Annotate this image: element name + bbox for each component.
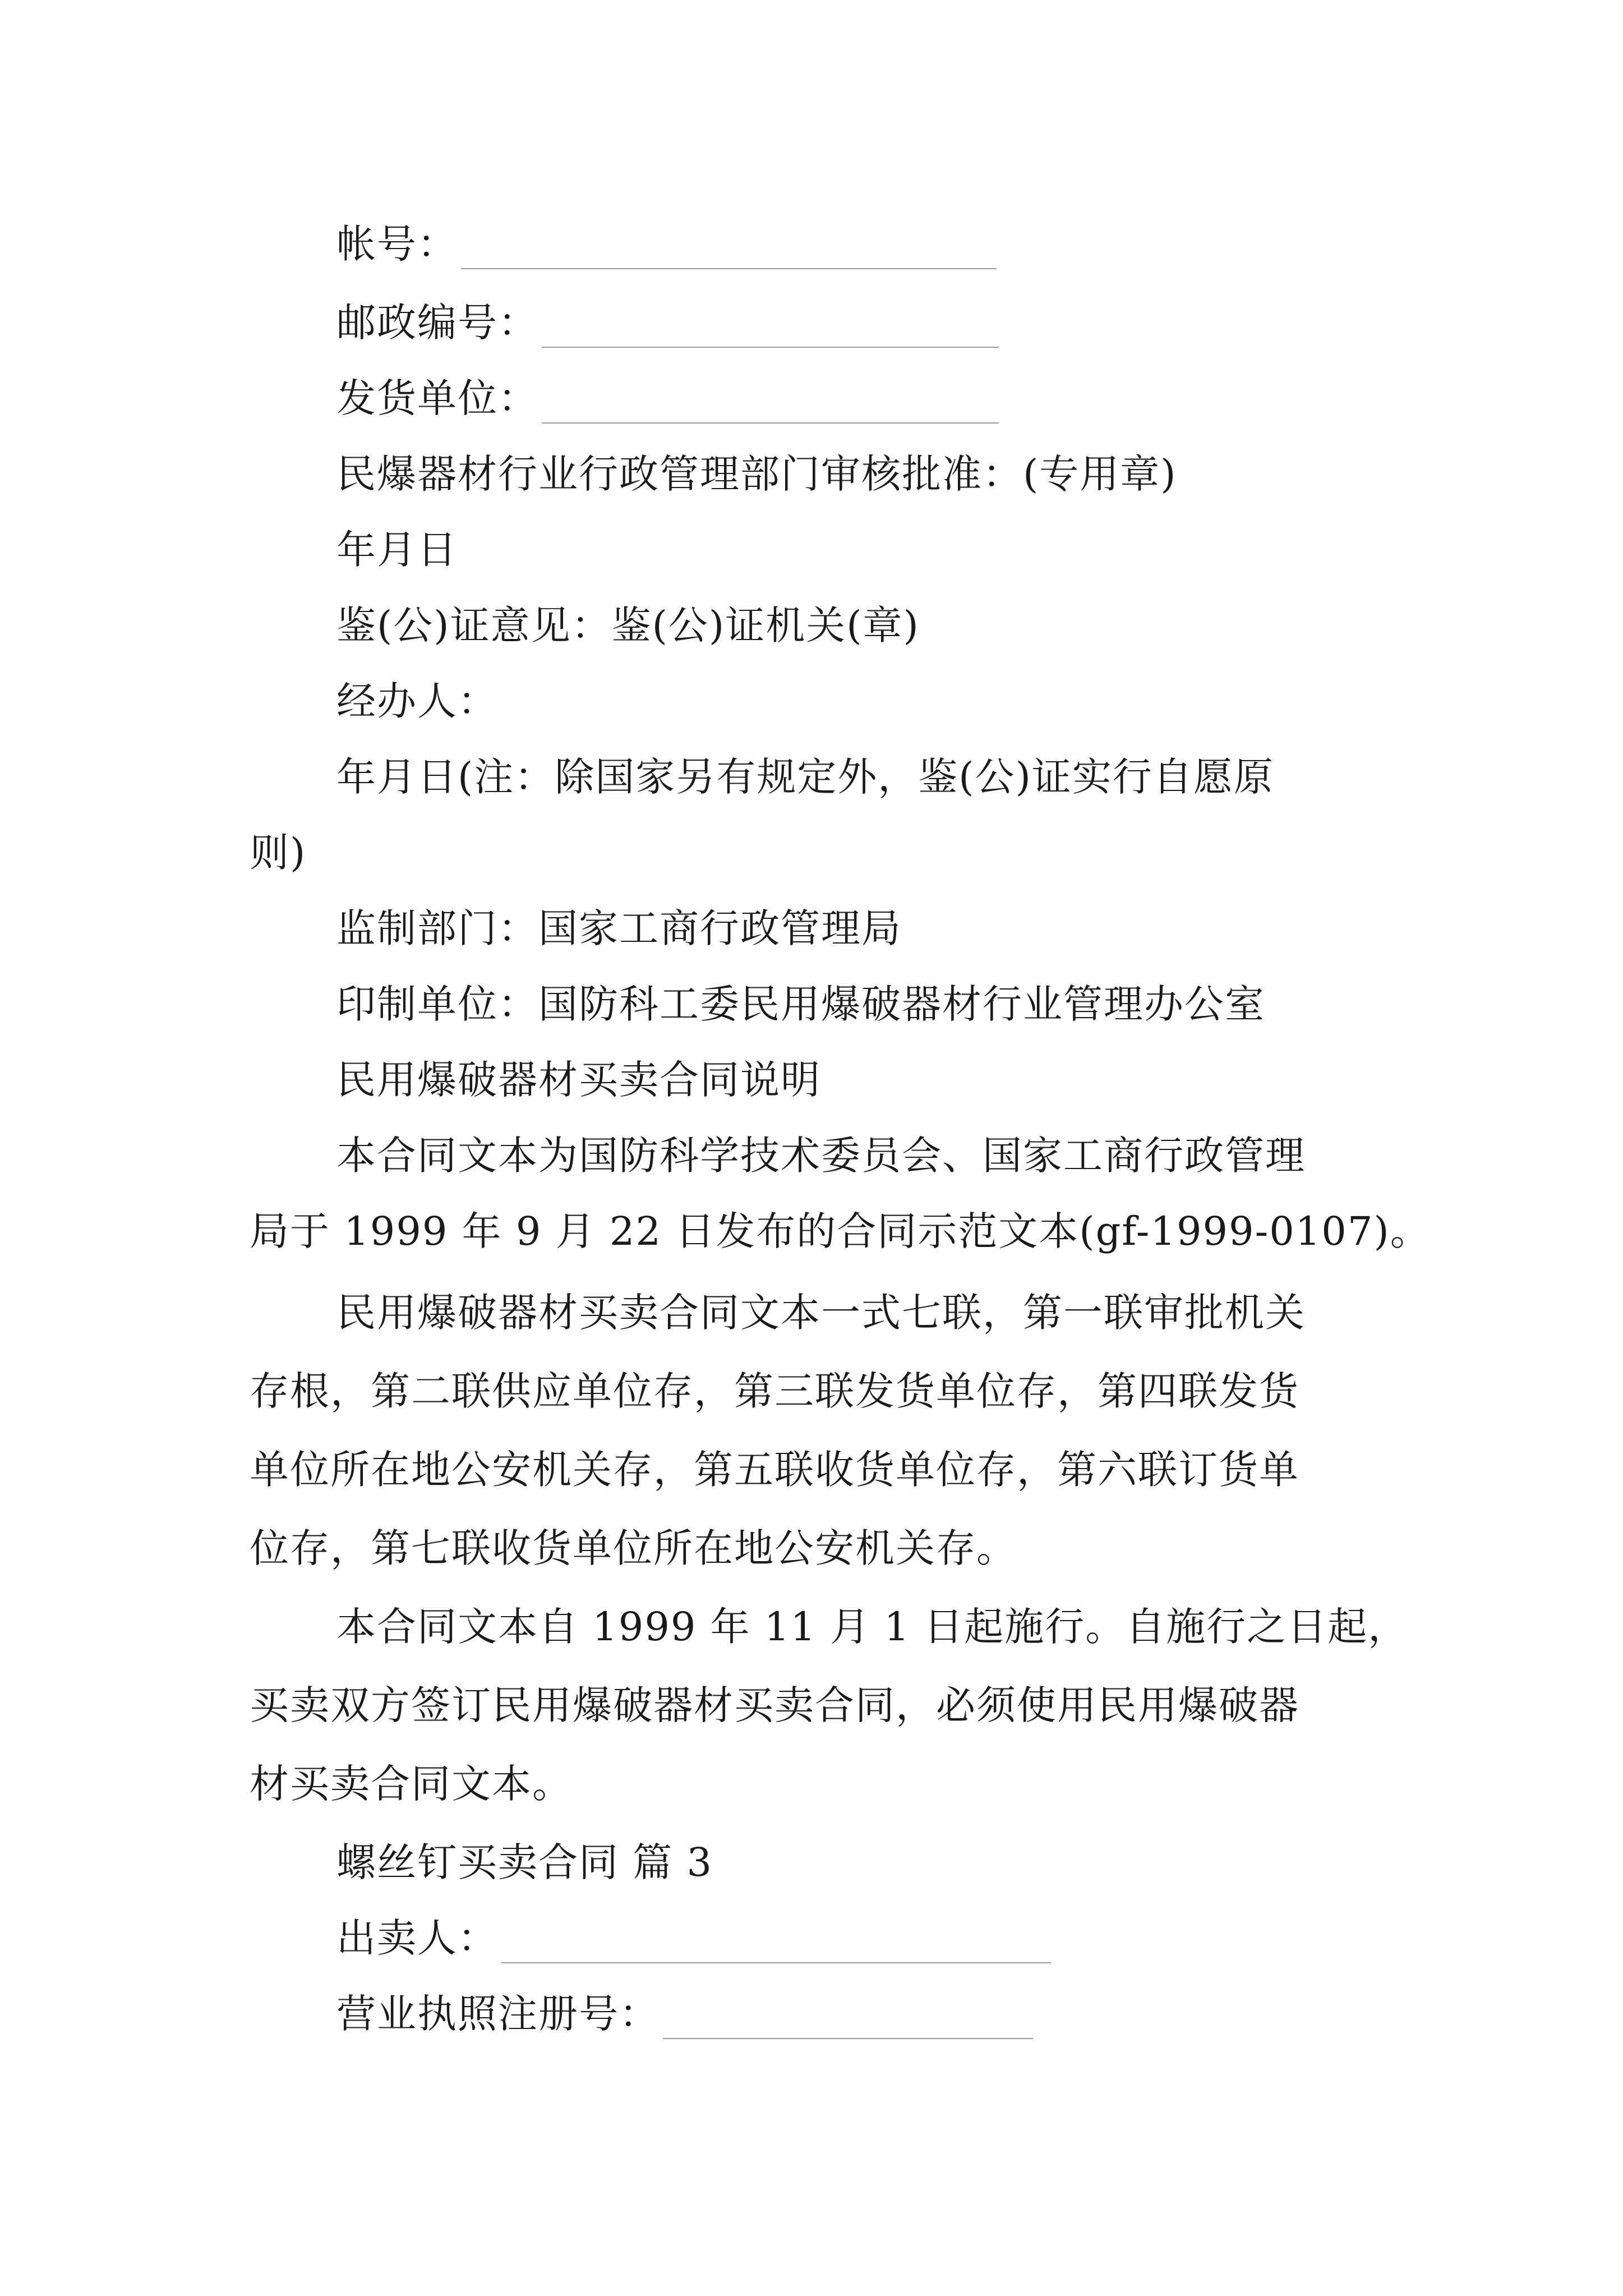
seller-label: 出卖人： (336, 1915, 498, 1961)
shipper-field (336, 373, 999, 424)
note-line-1: 年月日(注：除国家另有规定外，鉴(公)证实行自愿原 (336, 754, 1274, 800)
paragraph-3-line-2: 买卖双方签订民用爆破器材买卖合同，必须使用民用爆破器 (250, 1682, 1299, 1728)
shipper-label: 发货单位： (336, 375, 538, 421)
license-label: 营业执照注册号： (336, 1991, 660, 2037)
paragraph-2-line-3: 单位所在地公安机关存，第五联收货单位存，第六联订货单 (250, 1447, 1299, 1493)
handler-line: 经办人： (336, 678, 498, 724)
section-title: 民用爆破器材买卖合同说明 (336, 1057, 821, 1103)
account-field (336, 219, 997, 269)
paragraph-1-line-2: 局于 1999 年 9 月 22 日发布的合同示范文本(gf-1999-0107)。 (250, 1208, 1431, 1254)
paragraph-2-line-2: 存根，第二联供应单位存，第三联发货单位存，第四联发货 (250, 1368, 1299, 1414)
postcode-blank[interactable] (542, 313, 999, 348)
contract-section-heading: 螺丝钉买卖合同 篇 3 (336, 1839, 713, 1885)
license-blank[interactable] (663, 2004, 1033, 2039)
approval-line: 民爆器材行业行政管理部门审核批准：(专用章) (336, 451, 1177, 497)
paragraph-3-line-3: 材买卖合同文本。 (250, 1761, 573, 1807)
paragraph-1-line-1: 本合同文本为国防科学技术委员会、国家工商行政管理 (336, 1133, 1306, 1179)
shipper-blank[interactable] (542, 389, 999, 424)
account-label: 帐号： (336, 221, 458, 267)
date-line: 年月日 (336, 527, 458, 573)
license-field (336, 1989, 1033, 2039)
printer-line: 印制单位：国防科工委民用爆破器材行业管理办公室 (336, 981, 1265, 1027)
seller-field (336, 1913, 1051, 1963)
account-blank[interactable] (461, 234, 997, 269)
seller-blank[interactable] (501, 1929, 1051, 1963)
paragraph-2-line-4: 位存，第七联收货单位所在地公安机关存。 (250, 1525, 1017, 1571)
notary-opinion-line: 鉴(公)证意见：鉴(公)证机关(章) (336, 602, 920, 648)
postcode-label: 邮政编号： (336, 300, 538, 346)
note-line-2: 则) (250, 830, 307, 876)
paragraph-2-line-1: 民用爆破器材买卖合同文本一式七联，第一联审批机关 (336, 1290, 1306, 1336)
postcode-field (336, 297, 999, 348)
paragraph-3-line-1: 本合同文本自 1999 年 11 月 1 日起施行。自施行之日起， (336, 1604, 1409, 1650)
supervisor-line: 监制部门：国家工商行政管理局 (336, 905, 902, 951)
